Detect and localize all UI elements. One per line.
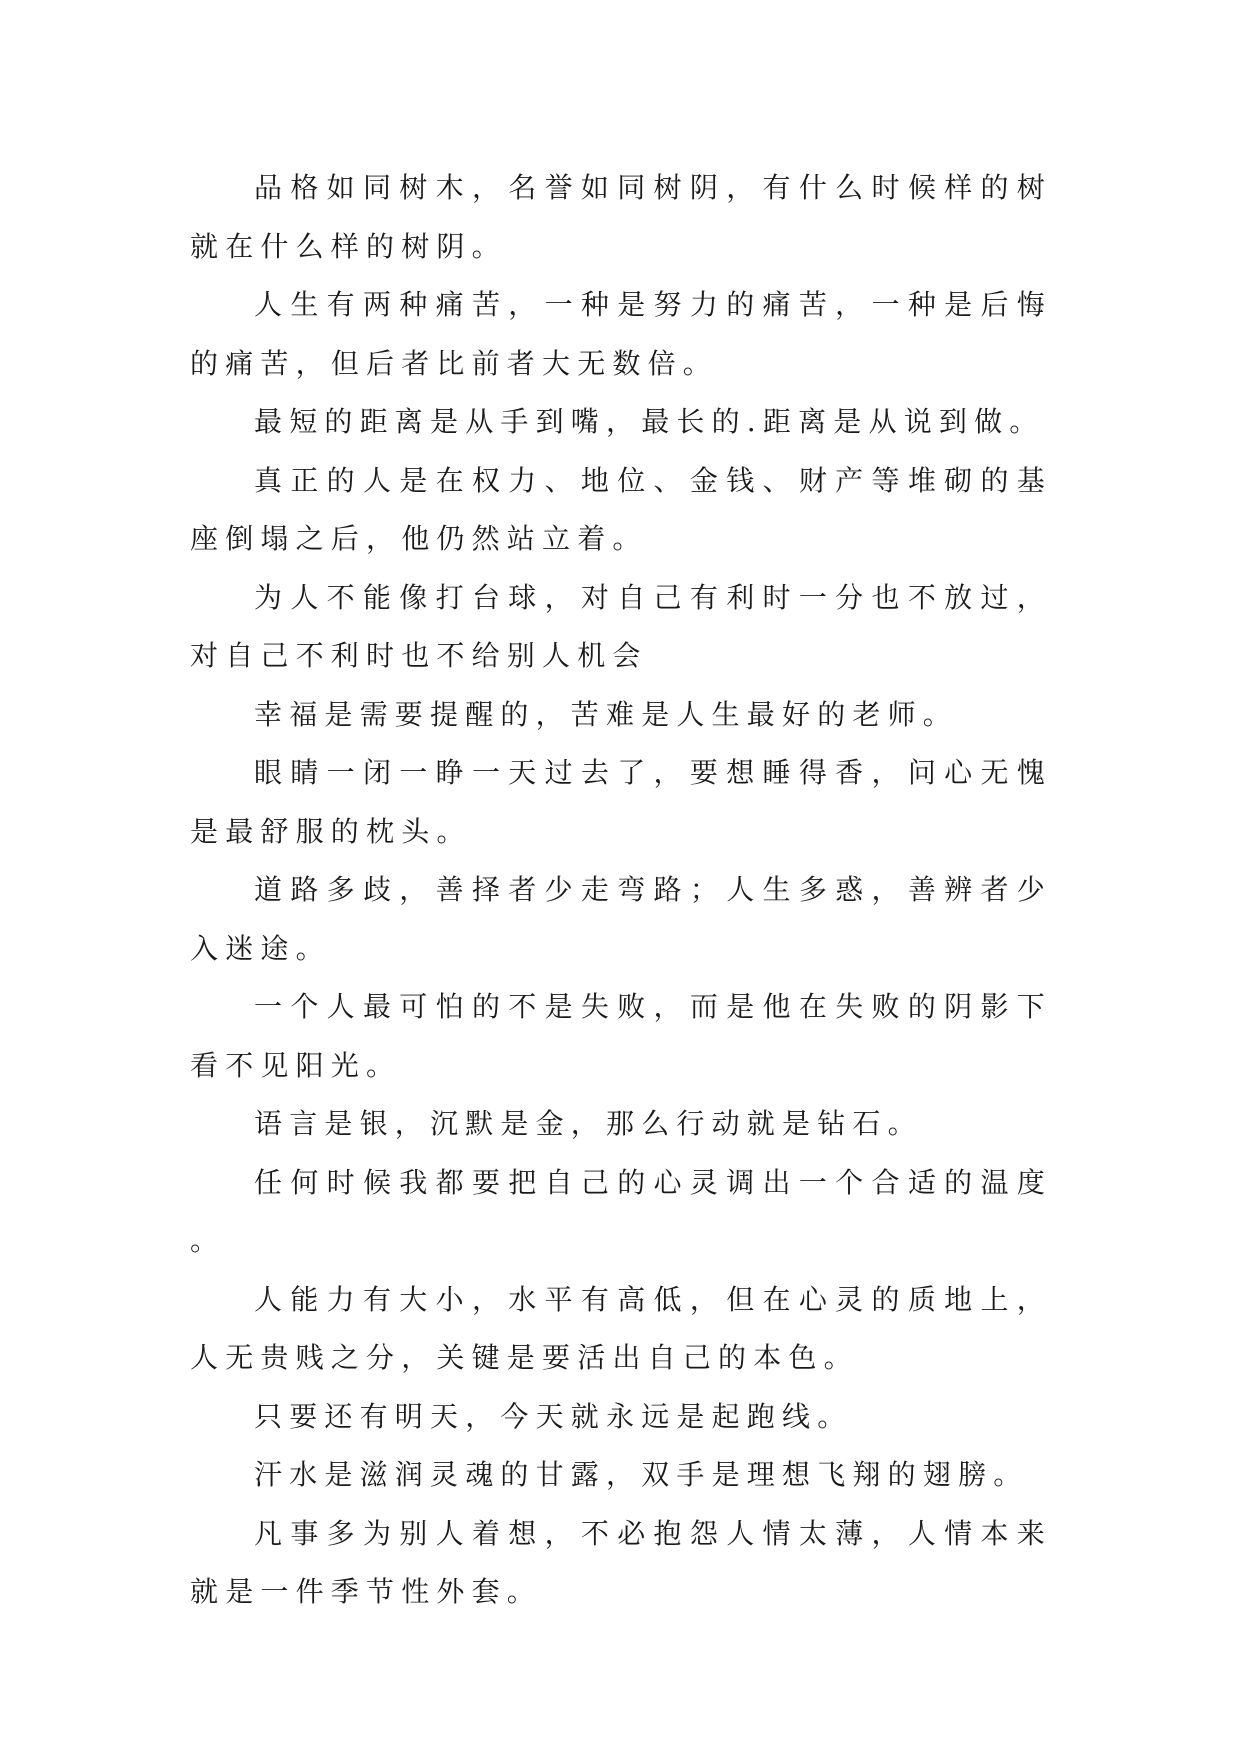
paragraph-6: 幸福是需要提醒的，苦难是人生最好的老师。 [254,697,959,731]
document-body [190,159,1052,1622]
paragraph-8: 道路多歧，善择者少走弯路；人生多惑，善辨者少入迷途。 [190,873,1052,965]
paragraph-13: 只要还有明天，今天就永远是起跑线。 [254,1399,853,1433]
paragraph-10: 语言是银，沉默是金，那么行动就是钻石。 [254,1107,923,1140]
paragraph-11: 任何时候我都要把自己的心灵调出一个合适的温度。 [190,1165,1052,1257]
paragraph-7: 眼睛一闭一睁一天过去了，要想睡得香，问心无愧是最舒服的枕头。 [190,756,1052,848]
paragraph-12: 人能力有大小，水平有高低，但在心灵的质地上，人无贵贱之分，关键是要活出自己的本色。 [190,1282,1052,1374]
paragraph-9: 一个人最可怕的不是失败，而是他在失败的阴影下看不见阳光。 [190,990,1052,1082]
paragraph-14: 汗水是滋润灵魂的甘露，双手是理想飞翔的翅膀。 [254,1458,1029,1491]
paragraph-5: 为人不能像打台球，对自己有利时一分也不放过，对自己不利时也不给别人机会 [190,580,1052,672]
paragraph-15: 凡事多为别人着想，不必抱怨人情太薄，人情本来就是一件季节性外套。 [190,1516,1052,1608]
paragraph-3: 最短的距离是从手到嘴，最长的.距离是从说到做。 [254,405,1045,438]
paragraph-4: 真正的人是在权力、地位、金钱、财产等堆砌的基座倒塌之后，他仍然站立着。 [190,463,1052,555]
paragraph-2: 人生有两种痛苦，一种是努力的痛苦，一种是后悔的痛苦，但后者比前者大无数倍。 [190,288,1052,380]
paragraph-1: 品格如同树木，名誉如同树阴，有什么时候样的树就在什么样的树阴。 [190,171,1052,263]
